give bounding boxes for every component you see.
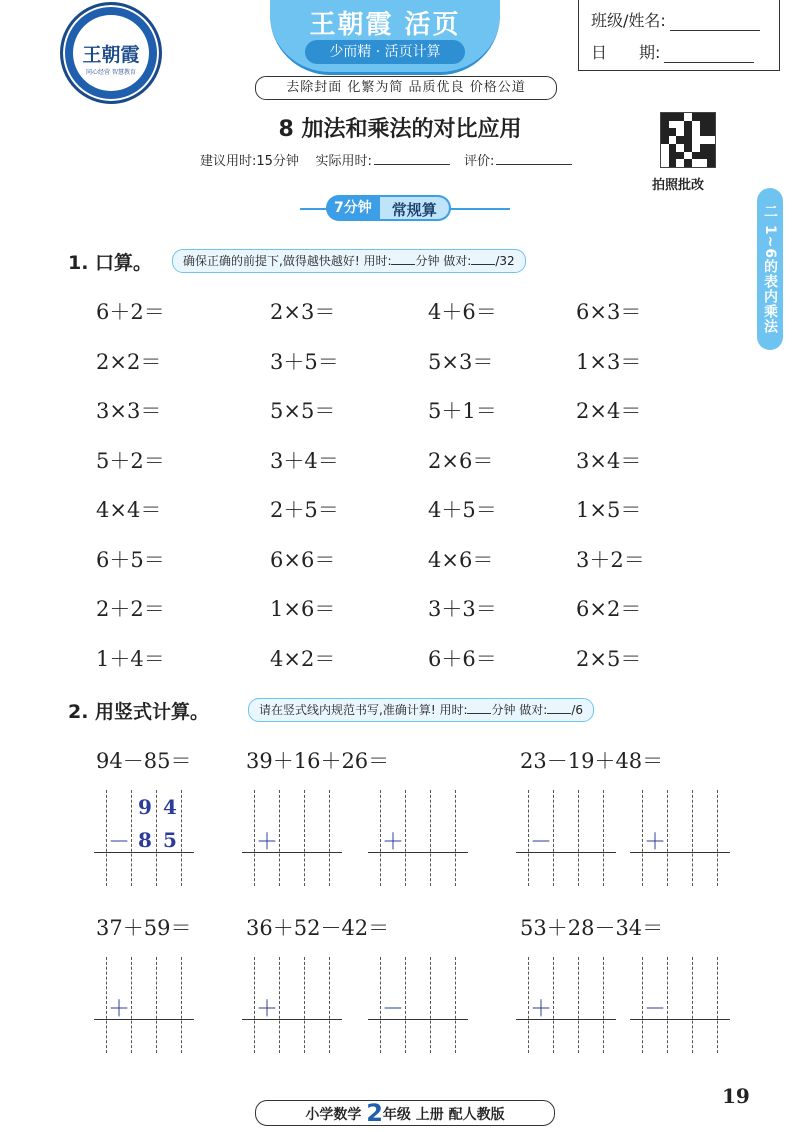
vertical-work-area[interactable] bbox=[94, 790, 194, 886]
vertical-problem: 94－85＝ bbox=[96, 749, 192, 773]
example-digit: 5 bbox=[163, 828, 177, 852]
guide-line bbox=[667, 790, 668, 886]
oral-problem: 6＋5＝ bbox=[96, 548, 165, 572]
guide-line bbox=[603, 790, 604, 886]
grade-number: 2 bbox=[366, 1099, 383, 1127]
guide-line bbox=[430, 957, 431, 1053]
oral-problem: 2×5＝ bbox=[576, 647, 642, 671]
time-blank[interactable] bbox=[391, 253, 415, 265]
oral-problem: 4＋6＝ bbox=[428, 300, 497, 324]
vertical-problem: 53＋28－34＝ bbox=[520, 916, 664, 940]
chapter-side-tab: 二 1~6的表内乘法 bbox=[757, 188, 783, 350]
time-info: 建议用时:15分钟 实际用时: 评价: bbox=[200, 150, 582, 169]
vertical-work-area[interactable] bbox=[368, 957, 468, 1053]
operator-sign: － bbox=[530, 830, 553, 855]
page-title: 8 加法和乘法的对比应用 bbox=[278, 117, 522, 142]
guide-line bbox=[455, 790, 456, 886]
oral-problem: 2×6＝ bbox=[428, 449, 494, 473]
guide-line bbox=[254, 790, 255, 886]
oral-problem: 2×4＝ bbox=[576, 399, 642, 423]
oral-problem: 5＋2＝ bbox=[96, 449, 165, 473]
section1-hint: 确保正确的前提下,做得越快越好! 用时: 分钟 做对: /32 bbox=[172, 249, 526, 273]
vertical-problem: 23－19＋48＝ bbox=[520, 749, 664, 773]
section2-hint: 请在竖式线内规范书写,准确计算! 用时: 分钟 做对: /6 bbox=[248, 698, 594, 722]
guide-line bbox=[106, 790, 107, 886]
guide-line bbox=[131, 957, 132, 1053]
vertical-work-area[interactable] bbox=[368, 790, 468, 886]
guide-line bbox=[156, 957, 157, 1053]
oral-problem: 2＋5＝ bbox=[270, 498, 339, 522]
guide-line bbox=[329, 790, 330, 886]
guide-line bbox=[131, 790, 132, 886]
guide-line bbox=[279, 790, 280, 886]
guide-line bbox=[642, 790, 643, 886]
vertical-problem: 37＋59＝ bbox=[96, 916, 192, 940]
vertical-work-area[interactable] bbox=[242, 790, 342, 886]
vertical-work-area[interactable] bbox=[516, 957, 616, 1053]
example-digit: 9 bbox=[138, 795, 152, 819]
oral-problem: 6＋2＝ bbox=[96, 300, 165, 324]
oral-problem: 3×4＝ bbox=[576, 449, 642, 473]
correct-blank[interactable] bbox=[471, 253, 495, 265]
oral-problem: 2×3＝ bbox=[270, 300, 336, 324]
guide-line bbox=[156, 790, 157, 886]
oral-problem: 3＋3＝ bbox=[428, 597, 497, 621]
oral-problem: 3×3＝ bbox=[96, 399, 162, 423]
guide-line bbox=[106, 957, 107, 1053]
oral-problem: 6×2＝ bbox=[576, 597, 642, 621]
oral-problem: 3＋5＝ bbox=[270, 350, 339, 374]
logo-subtext: 同心经营 智慧教育 bbox=[86, 69, 136, 76]
section1-heading: 1. 口算。 bbox=[68, 252, 153, 274]
operator-sign: ＋ bbox=[256, 997, 279, 1022]
vertical-work-area[interactable] bbox=[630, 957, 730, 1053]
oral-problem: 5×5＝ bbox=[270, 399, 336, 423]
guide-line bbox=[405, 957, 406, 1053]
operator-sign: ＋ bbox=[256, 830, 279, 855]
example-digit: 8 bbox=[138, 828, 152, 852]
student-info-box bbox=[578, 0, 780, 71]
page-number: 19 bbox=[722, 1084, 750, 1108]
oral-problem: 4×6＝ bbox=[428, 548, 494, 572]
oral-problem: 1×5＝ bbox=[576, 498, 642, 522]
guide-line bbox=[578, 957, 579, 1053]
vertical-problem: 39＋16＋26＝ bbox=[246, 749, 390, 773]
guide-line bbox=[717, 790, 718, 886]
logo-text: 王朝霞 bbox=[73, 15, 149, 91]
oral-problem: 3＋2＝ bbox=[576, 548, 645, 572]
guide-line bbox=[717, 957, 718, 1053]
oral-problem: 1×6＝ bbox=[270, 597, 336, 621]
guide-line bbox=[553, 957, 554, 1053]
series-banner bbox=[270, 0, 500, 75]
tagline: 去除封面 化繁为简 品质优良 价格公道 bbox=[255, 76, 557, 100]
guide-line bbox=[642, 957, 643, 1053]
oral-problem: 1×3＝ bbox=[576, 350, 642, 374]
date-field[interactable]: 日 期: bbox=[591, 40, 754, 63]
oral-problem: 6×3＝ bbox=[576, 300, 642, 324]
time-blank[interactable] bbox=[467, 702, 491, 714]
oral-problem: 3＋4＝ bbox=[270, 449, 339, 473]
operator-sign: ＋ bbox=[108, 997, 131, 1022]
guide-line bbox=[380, 957, 381, 1053]
vertical-problem: 36＋52－42＝ bbox=[246, 916, 390, 940]
oral-problem: 4×2＝ bbox=[270, 647, 336, 671]
oral-problem: 1＋4＝ bbox=[96, 647, 165, 671]
oral-problem: 2＋2＝ bbox=[96, 597, 165, 621]
publisher-logo bbox=[60, 2, 162, 104]
oral-problem: 5＋1＝ bbox=[428, 399, 497, 423]
actual-time-blank[interactable] bbox=[374, 152, 450, 165]
example-digit: 4 bbox=[163, 795, 177, 819]
guide-line bbox=[578, 790, 579, 886]
banner-title: 王朝霞 活页 bbox=[309, 10, 461, 40]
correct-blank[interactable] bbox=[547, 702, 571, 714]
guide-line bbox=[380, 790, 381, 886]
oral-problem: 5×3＝ bbox=[428, 350, 494, 374]
guide-line bbox=[181, 790, 182, 886]
guide-line bbox=[430, 790, 431, 886]
guide-line bbox=[405, 790, 406, 886]
qr-code[interactable] bbox=[660, 112, 716, 168]
guide-line bbox=[692, 790, 693, 886]
operator-sign: － bbox=[644, 997, 667, 1022]
footer-book-info: 小学数学 2年级 上册 配人教版 bbox=[255, 1100, 555, 1126]
guide-line bbox=[254, 957, 255, 1053]
guide-line bbox=[455, 957, 456, 1053]
operator-sign: ＋ bbox=[530, 997, 553, 1022]
oral-problem: 2×2＝ bbox=[96, 350, 162, 374]
guide-line bbox=[667, 957, 668, 1053]
class-name-field[interactable]: 班级/姓名: bbox=[591, 8, 760, 31]
oral-problem: 6×6＝ bbox=[270, 548, 336, 572]
vertical-work-area[interactable] bbox=[242, 957, 342, 1053]
qr-label: 拍照批改 bbox=[652, 178, 705, 193]
section2-heading: 2. 用竖式计算。 bbox=[68, 701, 210, 723]
guide-line bbox=[329, 957, 330, 1053]
oral-problem: 4＋5＝ bbox=[428, 498, 497, 522]
vertical-work-area[interactable] bbox=[630, 790, 730, 886]
oral-problem: 6＋6＝ bbox=[428, 647, 497, 671]
operator-sign: ＋ bbox=[644, 830, 667, 855]
guide-line bbox=[279, 957, 280, 1053]
vertical-work-area[interactable] bbox=[516, 790, 616, 886]
badge-minutes: 7分钟 bbox=[326, 195, 380, 221]
guide-line bbox=[692, 957, 693, 1053]
guide-line bbox=[528, 790, 529, 886]
banner-subtitle: 少而精 · 活页计算 bbox=[305, 40, 465, 64]
badge-label: 常规算 bbox=[380, 195, 451, 221]
guide-line bbox=[528, 957, 529, 1053]
vertical-work-area[interactable] bbox=[94, 957, 194, 1053]
guide-line bbox=[603, 957, 604, 1053]
operator-sign: － bbox=[382, 997, 405, 1022]
guide-line bbox=[181, 957, 182, 1053]
oral-problem: 4×4＝ bbox=[96, 498, 162, 522]
evaluation-blank[interactable] bbox=[496, 152, 572, 165]
operator-sign: ＋ bbox=[382, 830, 405, 855]
guide-line bbox=[304, 957, 305, 1053]
section-badge bbox=[326, 195, 451, 221]
guide-line bbox=[304, 790, 305, 886]
guide-line bbox=[553, 790, 554, 886]
operator-sign: － bbox=[108, 830, 131, 855]
